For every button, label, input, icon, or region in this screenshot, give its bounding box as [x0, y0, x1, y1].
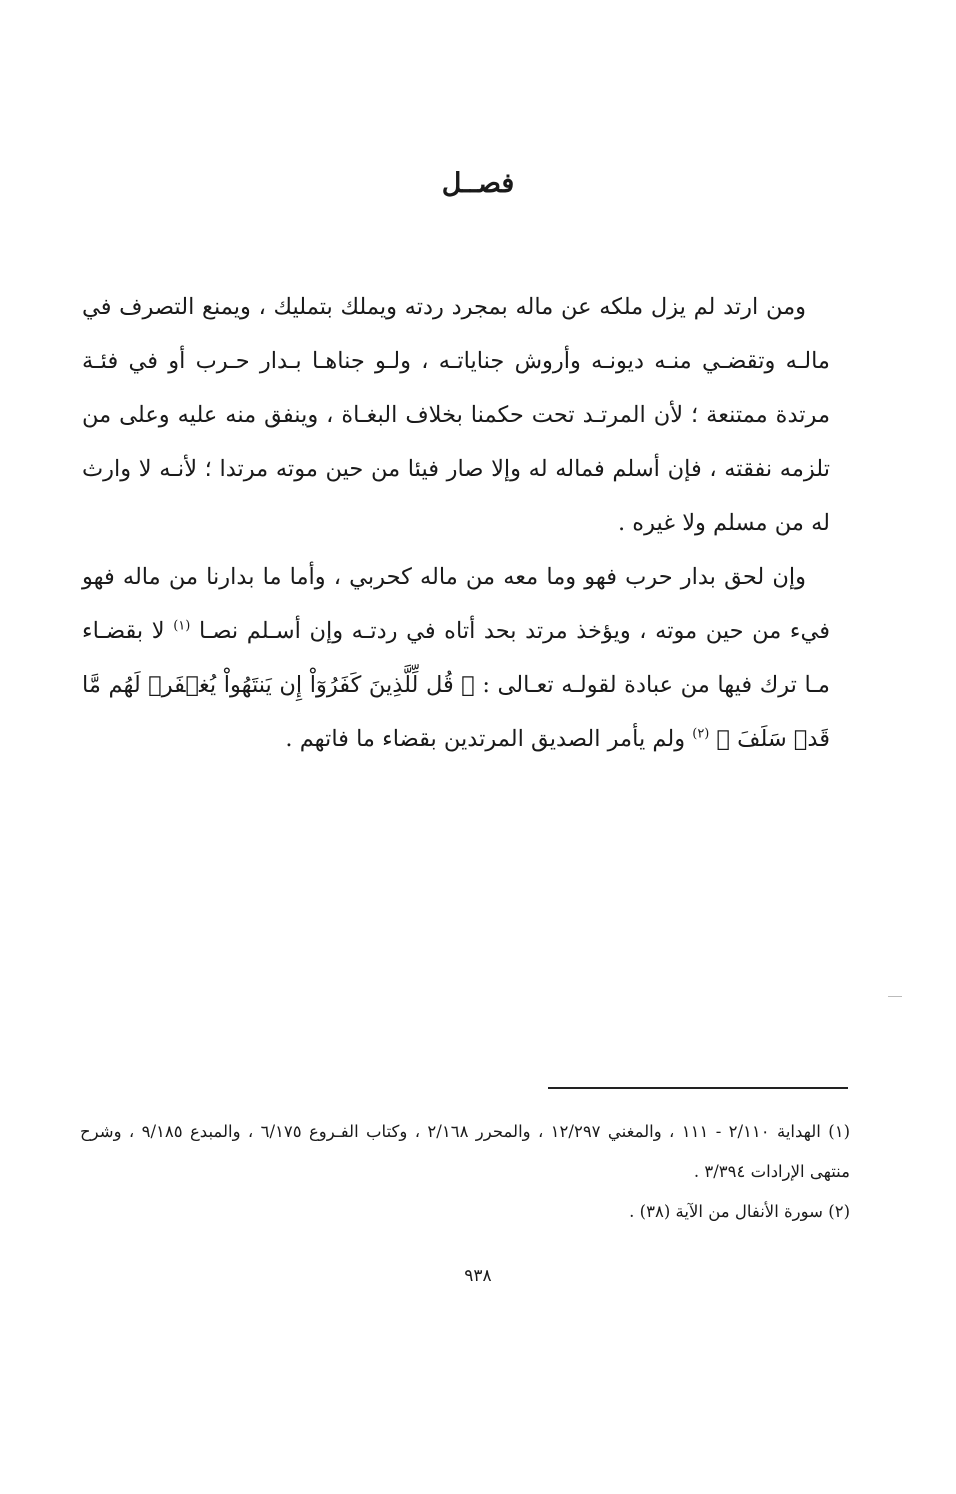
paragraph-2-part-3: ولم يأمر الصديق المرتدين بقضاء ما فاتهم . [285, 726, 686, 752]
paragraph-2-part-2: لا بقضـاء مـا ترك فيها من عبادة لقولـه تعـالى : [82, 618, 830, 698]
paragraph-1: ومن ارتد لم يزل ملكه عن ماله بمجرد ردته ويملك بتمليك ، ويمنع التصرف في مالـه وتقضـي منـه ديونـه وأروش جناياتـه ، ولـو جناهـا بـدار حـرب أو في فئـة مرتدة ممتنعة ؛ لأن المرتـد تحت حكمنا بخلاف البغـاة ، وينفق منه عليه وعلى من تلزمه نفقته ، فإن أسلم فماله له وإلا صار فيئا من حين موته مرتدا ؛ لأنـه لا وارث له من مسلم ولا غيره . [82, 294, 830, 536]
footnotes [80, 1112, 850, 1232]
footnote-1: (١) الهداية ٢/١١٠ - ١١١ ، والمغني ١٢/٢٩٧ ، والمحرر ٢/١٦٨ ، وكتاب الفـروع ٦/١٧٥ ، والمبدع ٩/١٨٥ ، وشرح منتهى الإرادات ٣/٣٩٤ . [80, 1122, 850, 1181]
footnote-2: (٢) سورة الأنفال من الآية (٣٨) . [629, 1202, 850, 1221]
main-text [82, 280, 830, 766]
paragraph-2 [82, 550, 830, 766]
paragraph-2-part-1: وإن لحق بدار حرب فهو وما معه من ماله كحربي ، وأما ما بدارنا من ماله فهو فيء من حين موته ، ويؤخذ مرتد بحد أتاه في ردتـه وإن أسـلم نصـا [82, 564, 831, 644]
footnote-ref-2: (٢) [692, 726, 710, 742]
page-number: ٩٣٨ [464, 1266, 492, 1286]
footnote-divider [548, 1087, 848, 1089]
section-heading: فصــل [441, 168, 515, 199]
footnote-ref-1: (١) [173, 618, 191, 634]
scan-mark [888, 996, 902, 997]
quran-verse: ﴿ قُل لِّلَّذِينَ كَفَرُوٓاْ إِن يَنتَهُواْ يُغۡفَرۡ لَهُم مَّا قَدۡ سَلَفَ ﴾ [82, 672, 830, 752]
